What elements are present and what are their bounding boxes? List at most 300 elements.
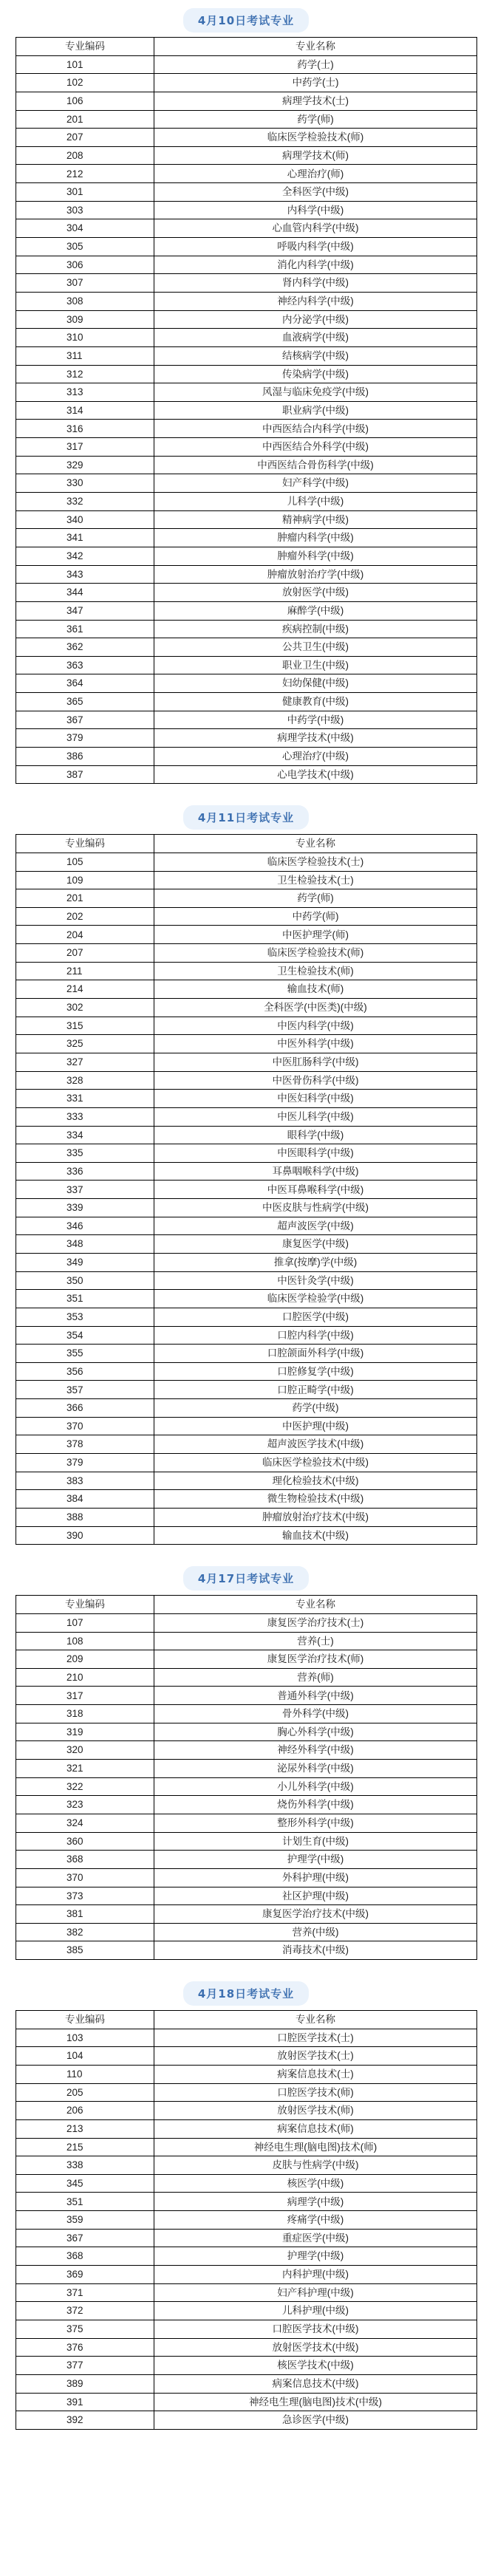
table-row <box>16 2229 477 2247</box>
table-row <box>16 1017 477 1035</box>
specialty-name: 妇幼保健(中级) <box>154 674 477 693</box>
specialty-code: 327 <box>16 1053 154 1071</box>
specialty-name: 内科学(中级) <box>154 201 477 219</box>
specialty-code: 335 <box>16 1144 154 1163</box>
specialty-code: 336 <box>16 1162 154 1181</box>
specialty-code: 323 <box>16 1796 154 1814</box>
specialty-code: 345 <box>16 2174 154 2193</box>
table-row <box>16 1868 477 1887</box>
specialty-code: 350 <box>16 1271 154 1290</box>
specialty-name: 中西医结合骨伤科学(中级) <box>154 456 477 474</box>
specialty-code: 324 <box>16 1814 154 1832</box>
specialty-name: 口腔医学技术(师) <box>154 2083 477 2102</box>
specialty-name: 职业病学(中级) <box>154 401 477 420</box>
specialty-code: 209 <box>16 1650 154 1669</box>
specialty-name: 护理学(中级) <box>154 2247 477 2266</box>
table-row <box>16 1035 477 1053</box>
specialty-name: 重症医学(中级) <box>154 2229 477 2247</box>
specialty-code: 310 <box>16 329 154 347</box>
specialty-name: 药学(师) <box>154 889 477 908</box>
specialty-name: 全科医学(中医类)(中级) <box>154 999 477 1017</box>
table-row <box>16 1941 477 1960</box>
section-title: 4月10日考试专业 <box>183 8 309 33</box>
specialty-code: 368 <box>16 1851 154 1869</box>
specialty-code: 202 <box>16 907 154 926</box>
table-row <box>16 1687 477 1705</box>
specialty-code: 328 <box>16 1071 154 1090</box>
specialty-name: 小儿外科学(中级) <box>154 1777 477 1796</box>
specialty-code: 311 <box>16 346 154 365</box>
table-row <box>16 438 477 457</box>
specialty-code: 302 <box>16 999 154 1017</box>
specialty-code: 333 <box>16 1107 154 1126</box>
table-row <box>16 1144 477 1163</box>
section-title: 4月11日考试专业 <box>183 805 309 830</box>
specialty-code: 207 <box>16 944 154 963</box>
table-row <box>16 456 477 474</box>
specialty-name: 神经电生理(脑电图)技术(师) <box>154 2138 477 2156</box>
section-header <box>0 1976 492 2010</box>
table-header-row <box>16 1596 477 1614</box>
specialty-code: 322 <box>16 1777 154 1796</box>
specialty-name: 中医妇科学(中级) <box>154 1090 477 1108</box>
table-row <box>16 907 477 926</box>
table-row <box>16 1399 477 1418</box>
specialty-name: 内科护理(中级) <box>154 2266 477 2284</box>
specialty-code: 365 <box>16 693 154 711</box>
specialty-code: 301 <box>16 183 154 202</box>
specialty-code: 207 <box>16 129 154 147</box>
specialty-name: 康复医学(中级) <box>154 1235 477 1254</box>
table-row <box>16 1508 477 1526</box>
exam-day-section <box>0 1545 492 1960</box>
specialty-name: 中西医结合外科学(中级) <box>154 438 477 457</box>
specialty-name: 妇产科学(中级) <box>154 474 477 493</box>
table-row <box>16 329 477 347</box>
table-row <box>16 1053 477 1071</box>
specialty-code: 340 <box>16 510 154 529</box>
specialty-code: 371 <box>16 2283 154 2302</box>
table-row <box>16 74 477 92</box>
specialty-code: 104 <box>16 2047 154 2066</box>
specialty-name: 中医骨伤科学(中级) <box>154 1071 477 1090</box>
table-row <box>16 871 477 889</box>
table-row <box>16 420 477 438</box>
specialty-table <box>16 834 477 1545</box>
specialty-name: 病理学(中级) <box>154 2193 477 2211</box>
table-row <box>16 383 477 402</box>
specialty-name: 临床医学检验技术(中级) <box>154 1454 477 1472</box>
specialty-name: 健康教育(中级) <box>154 693 477 711</box>
specialty-name: 公共卫生(中级) <box>154 638 477 657</box>
table-row <box>16 1381 477 1399</box>
table-row <box>16 2047 477 2066</box>
specialty-name: 放射医学技术(士) <box>154 2047 477 2066</box>
table-row <box>16 2266 477 2284</box>
table-row <box>16 1632 477 1650</box>
table-row <box>16 1796 477 1814</box>
table-row <box>16 146 477 165</box>
specialty-name: 肿瘤内科学(中级) <box>154 529 477 547</box>
table-row <box>16 238 477 256</box>
table-row <box>16 2193 477 2211</box>
specialty-code: 375 <box>16 2320 154 2338</box>
table-row <box>16 2119 477 2138</box>
section-title: 4月17日考试专业 <box>183 1566 309 1591</box>
specialty-name: 外科护理(中级) <box>154 1868 477 1887</box>
specialty-code: 307 <box>16 274 154 293</box>
specialty-code: 303 <box>16 201 154 219</box>
specialty-name: 骨外科学(中级) <box>154 1705 477 1723</box>
specialty-name: 临床医学检验技术(士) <box>154 853 477 871</box>
specialty-name: 眼科学(中级) <box>154 1126 477 1144</box>
table-row <box>16 1851 477 1869</box>
table-row <box>16 1723 477 1741</box>
section-header <box>0 3 492 37</box>
table-row <box>16 1181 477 1199</box>
specialty-name: 中医肛肠科学(中级) <box>154 1053 477 1071</box>
table-row <box>16 346 477 365</box>
specialty-name: 病案信息技术(师) <box>154 2119 477 2138</box>
specialty-name: 肾内科学(中级) <box>154 274 477 293</box>
specialty-code: 319 <box>16 1723 154 1741</box>
specialty-code: 321 <box>16 1760 154 1778</box>
table-row <box>16 165 477 183</box>
specialty-code: 376 <box>16 2338 154 2357</box>
specialty-code: 108 <box>16 1632 154 1650</box>
specialty-name: 整形外科学(中级) <box>154 1814 477 1832</box>
table-row <box>16 1345 477 1363</box>
specialty-name: 输血技术(师) <box>154 980 477 999</box>
specialty-code: 105 <box>16 853 154 871</box>
specialty-code: 370 <box>16 1868 154 1887</box>
specialty-name: 精神病学(中级) <box>154 510 477 529</box>
table-row <box>16 2083 477 2102</box>
specialty-name: 胸心外科学(中级) <box>154 1723 477 1741</box>
specialty-name: 卫生检验技术(师) <box>154 962 477 980</box>
specialty-name: 泌尿外科学(中级) <box>154 1760 477 1778</box>
specialty-code: 379 <box>16 1454 154 1472</box>
table-row <box>16 1472 477 1490</box>
specialty-name: 结核病学(中级) <box>154 346 477 365</box>
specialty-code: 312 <box>16 365 154 383</box>
table-row <box>16 274 477 293</box>
specialty-name: 妇产科护理(中级) <box>154 2283 477 2302</box>
specialty-name: 中医护理学(师) <box>154 926 477 944</box>
table-row <box>16 1705 477 1723</box>
table-row <box>16 1326 477 1345</box>
specialty-code: 334 <box>16 1126 154 1144</box>
specialty-code: 364 <box>16 674 154 693</box>
specialty-name: 烧伤外科学(中级) <box>154 1796 477 1814</box>
specialty-code: 368 <box>16 2247 154 2266</box>
specialty-code: 367 <box>16 711 154 729</box>
specialty-name: 全科医学(中级) <box>154 183 477 202</box>
specialty-code: 213 <box>16 2119 154 2138</box>
specialty-name: 社区护理(中级) <box>154 1887 477 1905</box>
specialty-name: 心理治疗(师) <box>154 165 477 183</box>
table-row <box>16 2374 477 2393</box>
table-row <box>16 474 477 493</box>
specialty-code: 325 <box>16 1035 154 1053</box>
specialty-name: 核医学技术(中级) <box>154 2357 477 2375</box>
specialty-code: 206 <box>16 2102 154 2120</box>
specialty-code: 351 <box>16 2193 154 2211</box>
table-row <box>16 638 477 657</box>
specialty-code: 214 <box>16 980 154 999</box>
specialty-code: 357 <box>16 1381 154 1399</box>
column-header-name: 专业名称 <box>154 835 477 853</box>
table-row <box>16 1217 477 1235</box>
table-row <box>16 601 477 620</box>
table-row <box>16 1090 477 1108</box>
specialty-code: 329 <box>16 456 154 474</box>
specialty-name: 中医皮肤与性病学(中级) <box>154 1199 477 1217</box>
column-header-code: 专业编码 <box>16 1596 154 1614</box>
table-row <box>16 2102 477 2120</box>
specialty-code: 318 <box>16 1705 154 1723</box>
section-header <box>0 800 492 834</box>
specialty-name: 口腔医学技术(士) <box>154 2029 477 2047</box>
specialty-name: 内分泌学(中级) <box>154 310 477 329</box>
specialty-name: 卫生检验技术(士) <box>154 871 477 889</box>
specialty-code: 313 <box>16 383 154 402</box>
specialty-code: 106 <box>16 92 154 110</box>
table-row <box>16 1162 477 1181</box>
specialty-code: 360 <box>16 1832 154 1851</box>
specialty-code: 359 <box>16 2211 154 2230</box>
table-row <box>16 1814 477 1832</box>
table-row <box>16 926 477 944</box>
specialty-code: 306 <box>16 256 154 274</box>
table-row <box>16 1741 477 1760</box>
table-row <box>16 110 477 129</box>
specialty-name: 呼吸内科学(中级) <box>154 238 477 256</box>
specialty-code: 391 <box>16 2393 154 2411</box>
specialty-name: 神经内科学(中级) <box>154 292 477 310</box>
table-row <box>16 292 477 310</box>
specialty-name: 中西医结合内科学(中级) <box>154 420 477 438</box>
specialty-code: 107 <box>16 1613 154 1632</box>
table-row <box>16 183 477 202</box>
table-row <box>16 55 477 74</box>
specialty-code: 344 <box>16 584 154 602</box>
specialty-name: 口腔颌面外科学(中级) <box>154 1345 477 1363</box>
specialty-code: 341 <box>16 529 154 547</box>
table-row <box>16 980 477 999</box>
specialty-name: 中医内科学(中级) <box>154 1017 477 1035</box>
specialty-name: 护理学(中级) <box>154 1851 477 1869</box>
specialty-code: 338 <box>16 2156 154 2175</box>
specialty-table <box>16 2010 477 2430</box>
table-row <box>16 853 477 871</box>
table-row <box>16 1107 477 1126</box>
specialty-code: 388 <box>16 1508 154 1526</box>
specialty-code: 373 <box>16 1887 154 1905</box>
specialty-name: 病理学技术(士) <box>154 92 477 110</box>
table-row <box>16 510 477 529</box>
specialty-code: 392 <box>16 2411 154 2430</box>
specialty-name: 肿瘤放射治疗技术(中级) <box>154 1508 477 1526</box>
column-header-code: 专业编码 <box>16 2011 154 2029</box>
specialty-name: 临床医学检验技术(师) <box>154 129 477 147</box>
exam-day-section <box>0 1960 492 2430</box>
specialty-code: 367 <box>16 2229 154 2247</box>
table-row <box>16 2338 477 2357</box>
table-header-row <box>16 835 477 853</box>
table-row <box>16 1526 477 1545</box>
specialty-name: 血液病学(中级) <box>154 329 477 347</box>
table-row <box>16 693 477 711</box>
specialty-name: 核医学(中级) <box>154 2174 477 2193</box>
table-row <box>16 1271 477 1290</box>
specialty-name: 中药学(士) <box>154 74 477 92</box>
specialty-name: 普通外科学(中级) <box>154 1687 477 1705</box>
specialty-name: 病理学技术(师) <box>154 146 477 165</box>
specialty-code: 390 <box>16 1526 154 1545</box>
table-row <box>16 2029 477 2047</box>
specialty-code: 204 <box>16 926 154 944</box>
table-row <box>16 711 477 729</box>
table-row <box>16 2174 477 2193</box>
table-row <box>16 620 477 638</box>
table-row <box>16 1760 477 1778</box>
column-header-code: 专业编码 <box>16 38 154 56</box>
table-row <box>16 1454 477 1472</box>
specialty-name: 临床医学检验学(中级) <box>154 1290 477 1308</box>
specialty-name: 心理治疗(中级) <box>154 747 477 765</box>
specialty-name: 药学(中级) <box>154 1399 477 1418</box>
specialty-name: 疾病控制(中级) <box>154 620 477 638</box>
table-row <box>16 1290 477 1308</box>
table-row <box>16 92 477 110</box>
specialty-code: 377 <box>16 2357 154 2375</box>
specialty-code: 361 <box>16 620 154 638</box>
specialty-code: 369 <box>16 2266 154 2284</box>
specialty-name: 病案信息技术(士) <box>154 2065 477 2083</box>
specialty-name: 营养(中级) <box>154 1923 477 1941</box>
table-row <box>16 1235 477 1254</box>
table-row <box>16 1199 477 1217</box>
specialty-name: 耳鼻咽喉科学(中级) <box>154 1162 477 1181</box>
specialty-code: 387 <box>16 765 154 784</box>
table-row <box>16 1905 477 1924</box>
specialty-name: 中医耳鼻喉科学(中级) <box>154 1181 477 1199</box>
specialty-code: 330 <box>16 474 154 493</box>
table-row <box>16 219 477 238</box>
table-row <box>16 1490 477 1509</box>
specialty-name: 口腔内科学(中级) <box>154 1326 477 1345</box>
specialty-name: 儿科学(中级) <box>154 493 477 511</box>
specialty-code: 381 <box>16 1905 154 1924</box>
specialty-name: 风湿与临床免疫学(中级) <box>154 383 477 402</box>
specialty-name: 皮肤与性病学(中级) <box>154 2156 477 2175</box>
specialty-code: 309 <box>16 310 154 329</box>
table-header-row <box>16 2011 477 2029</box>
table-row <box>16 2393 477 2411</box>
exam-day-section <box>0 0 492 784</box>
specialty-name: 传染病学(中级) <box>154 365 477 383</box>
table-row <box>16 1832 477 1851</box>
column-header-name: 专业名称 <box>154 1596 477 1614</box>
specialty-name: 中药学(师) <box>154 907 477 926</box>
specialty-name: 口腔医学技术(中级) <box>154 2320 477 2338</box>
table-row <box>16 729 477 748</box>
table-row <box>16 1887 477 1905</box>
specialty-name: 儿科护理(中级) <box>154 2302 477 2320</box>
table-row <box>16 747 477 765</box>
specialty-code: 382 <box>16 1923 154 1941</box>
specialty-code: 370 <box>16 1417 154 1435</box>
specialty-name: 消毒技术(中级) <box>154 1941 477 1960</box>
table-row <box>16 493 477 511</box>
specialty-code: 205 <box>16 2083 154 2102</box>
table-row <box>16 1417 477 1435</box>
specialty-name: 中医护理(中级) <box>154 1417 477 1435</box>
section-header <box>0 1561 492 1595</box>
table-row <box>16 1777 477 1796</box>
specialty-name: 放射医学技术(师) <box>154 2102 477 2120</box>
specialty-name: 疼痛学(中级) <box>154 2211 477 2230</box>
specialty-table <box>16 37 477 784</box>
table-row <box>16 1650 477 1669</box>
specialty-name: 放射医学技术(中级) <box>154 2338 477 2357</box>
table-row <box>16 565 477 584</box>
table-row <box>16 2211 477 2230</box>
specialty-code: 353 <box>16 1308 154 1326</box>
specialty-code: 211 <box>16 962 154 980</box>
specialty-code: 378 <box>16 1435 154 1454</box>
table-row <box>16 310 477 329</box>
specialty-code: 339 <box>16 1199 154 1217</box>
table-row <box>16 944 477 963</box>
specialty-code: 316 <box>16 420 154 438</box>
specialty-code: 337 <box>16 1181 154 1199</box>
table-row <box>16 365 477 383</box>
specialty-code: 384 <box>16 1490 154 1509</box>
specialty-code: 366 <box>16 1399 154 1418</box>
specialty-code: 342 <box>16 547 154 565</box>
table-row <box>16 2065 477 2083</box>
table-row <box>16 1126 477 1144</box>
table-row <box>16 2138 477 2156</box>
specialty-code: 356 <box>16 1362 154 1381</box>
table-row <box>16 1613 477 1632</box>
table-row <box>16 1923 477 1941</box>
column-header-name: 专业名称 <box>154 2011 477 2029</box>
specialty-code: 304 <box>16 219 154 238</box>
specialty-code: 379 <box>16 729 154 748</box>
specialty-name: 微生物检验技术(中级) <box>154 1490 477 1509</box>
table-header-row <box>16 38 477 56</box>
specialty-code: 363 <box>16 656 154 674</box>
specialty-code: 320 <box>16 1741 154 1760</box>
specialty-name: 中药学(中级) <box>154 711 477 729</box>
specialty-name: 口腔正畸学(中级) <box>154 1381 477 1399</box>
specialty-code: 372 <box>16 2302 154 2320</box>
specialty-name: 病理学技术(中级) <box>154 729 477 748</box>
table-row <box>16 962 477 980</box>
specialty-name: 临床医学检验技术(师) <box>154 944 477 963</box>
column-header-name: 专业名称 <box>154 38 477 56</box>
table-row <box>16 256 477 274</box>
table-row <box>16 999 477 1017</box>
specialty-name: 药学(士) <box>154 55 477 74</box>
specialty-name: 口腔修复学(中级) <box>154 1362 477 1381</box>
specialty-code: 347 <box>16 601 154 620</box>
specialty-code: 317 <box>16 438 154 457</box>
specialty-code: 343 <box>16 565 154 584</box>
